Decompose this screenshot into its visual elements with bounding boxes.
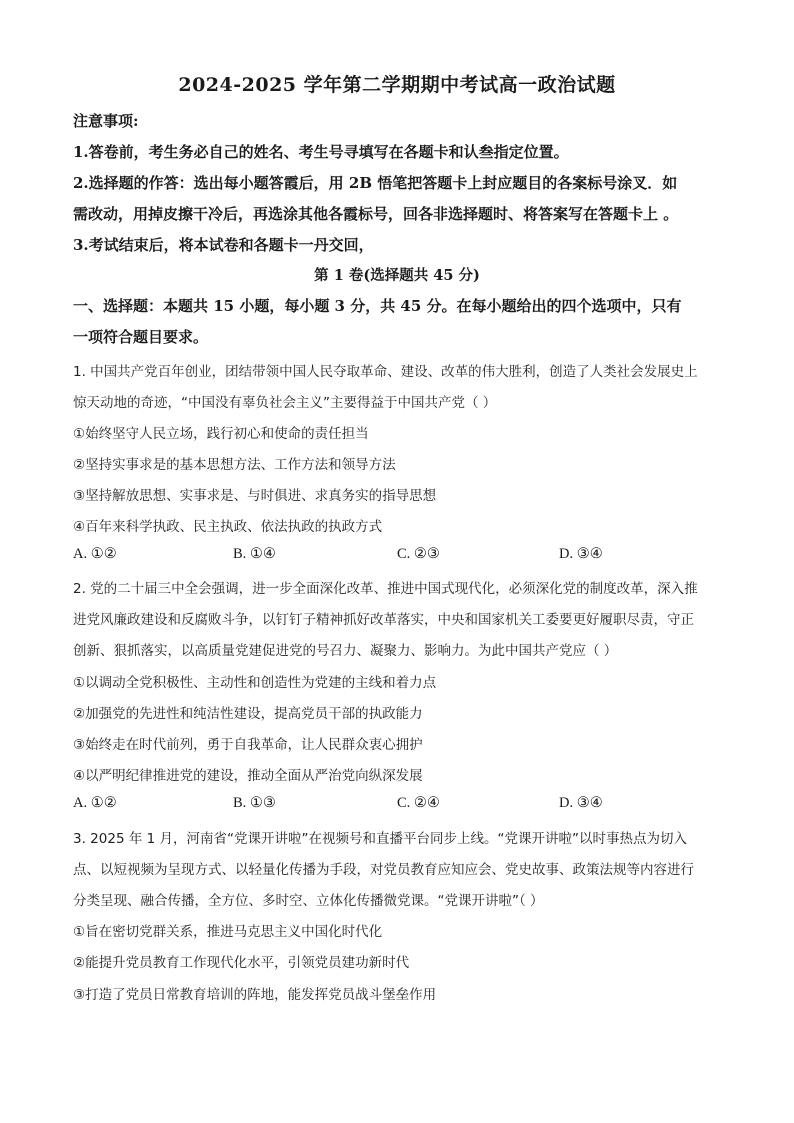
notice-item: 3.考试结束后，将本试卷和各题卡一丹交回， bbox=[73, 236, 374, 254]
question-stem: 1. 中国共产党百年创业，团结带领中国人民夺取革命、建设、改革的伟大胜利，创造了人类社会发展史上 bbox=[73, 364, 698, 380]
question-stem: 3. 2025 年 1 月，河南省“党课开讲啦”在视频号和直播平台同步上线。“党课开讲啦”以时事热点为切入 bbox=[73, 831, 687, 847]
question-stem: 惊天动地的奇迹，“中国没有辜负社会主义”主要得益于中国共产党（ ） bbox=[73, 395, 497, 411]
section-title: 第 1 卷(选择题共 45 分) bbox=[314, 267, 480, 284]
answer-option: C. ②④ bbox=[397, 795, 440, 811]
page-title: 2024-2025 学年第二学期期中考试高一政治试题 bbox=[178, 74, 616, 96]
question-stem: 2. 党的二十届三中全会强调，进一步全面深化改革、推进中国式现代化，必须深化党的制度改革，深入推 bbox=[73, 581, 698, 597]
notice-item: 2.选择题的作答：选出每小题答霞后，用 2B 悟笔把答题卡上封应题目的各案标号涂叉．如 bbox=[73, 174, 678, 192]
answer-option: A. ①② bbox=[73, 795, 117, 811]
notice-item: 需改动，用掉皮擦干冷后，再选涂其他各霞标号，回各非选择题时、将答案写在答题卡上 。 bbox=[73, 205, 679, 223]
question-statement: ③始终走在时代前列，勇于自我革命，让人民群众衷心拥护 bbox=[73, 737, 423, 753]
question-statement: ①始终坚守人民立场，践行初心和使命的责任担当 bbox=[73, 426, 369, 442]
answer-option: D. ③④ bbox=[559, 795, 603, 811]
answer-option: B. ①③ bbox=[233, 795, 276, 811]
notice-heading: 注意事项: bbox=[73, 112, 139, 130]
question-statement: ④百年来科学执政、民主执政、依法执政的执政方式 bbox=[73, 519, 383, 535]
answer-option: B. ①④ bbox=[233, 546, 276, 562]
question-statement: ②坚持实事求是的基本思想方法、工作方法和领导方法 bbox=[73, 457, 396, 473]
question-stem: 分类呈现、融合传播，全方位、多时空、立体化传播微党课。“党课开讲啦”（ ） bbox=[73, 893, 544, 909]
answer-option: A. ①② bbox=[73, 546, 117, 562]
question-statement: ③打造了党员日常教育培训的阵地，能发挥党员战斗堡垒作用 bbox=[73, 987, 437, 1003]
section-instruction: 一项符合题目要求。 bbox=[73, 328, 209, 346]
section-instruction: 一、选择题：本题共 15 小题，每小题 3 分，共 45 分。在每小题给出的四个选项中，只有 bbox=[73, 297, 682, 315]
question-statement: ④以严明纪律推进党的建设，推动全面从严治党向纵深发展 bbox=[73, 768, 423, 784]
question-statement: ③坚持解放思想、实事求是、与时俱进、求真务实的指导思想 bbox=[73, 488, 437, 504]
notice-item: 1.答卷前，考生务必自己的姓名、考生号寻填写在各题卡和认叁指定位置。 bbox=[73, 143, 569, 161]
question-stem: 创新、狠抓落实，以高质量党建促进党的号召力、凝聚力、影响力。为此中国共产党应（ ） bbox=[73, 643, 618, 659]
question-stem: 点、以短视频为呈现方式、以轻量化传播为手段，对党员教育应知应会、党史故事、政策法规等内容进行 bbox=[73, 862, 694, 878]
question-statement: ②能提升党员教育工作现代化水平，引领党员建功新时代 bbox=[73, 955, 410, 971]
question-statement: ①旨在密切党群关系，推进马克思主义中国化时代化 bbox=[73, 924, 383, 940]
answer-option: D. ③④ bbox=[559, 546, 603, 562]
question-statement: ①以调动全党积极性、主动性和创造性为党建的主线和着力点 bbox=[73, 675, 437, 691]
question-stem: 进党风廉政建设和反腐败斗争，以钉钉子精神抓好改革落实，中央和国家机关工委要更好履职尽责，守正 bbox=[73, 612, 694, 628]
question-statement: ②加强党的先进性和纯洁性建设，提高党员干部的执政能力 bbox=[73, 706, 423, 722]
answer-option: C. ②③ bbox=[397, 546, 440, 562]
